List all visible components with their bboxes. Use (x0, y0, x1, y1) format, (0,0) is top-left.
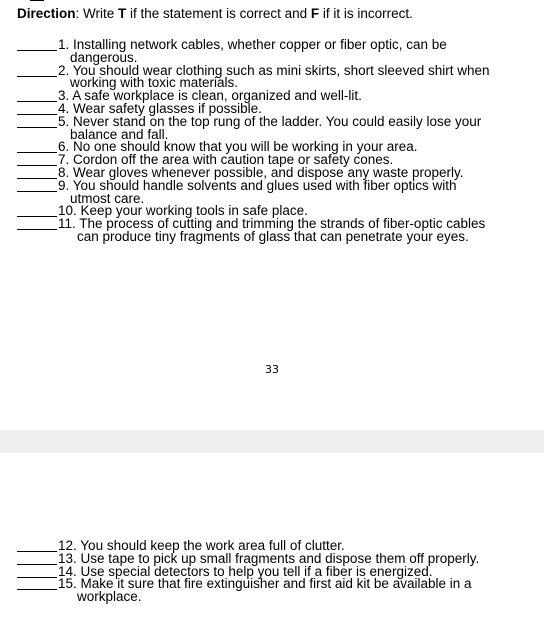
statement-number: 6. (58, 139, 70, 155)
answer-blank[interactable] (17, 116, 57, 128)
statement-number: 9. (58, 177, 70, 193)
statement-number: 4. (58, 100, 70, 116)
statement-body (58, 177, 537, 206)
statement-item (17, 62, 537, 91)
statement-number: 15. (58, 576, 77, 592)
answer-blank[interactable] (17, 39, 57, 51)
statement-text: Use special detectors to help you tell if a fiber is energized. (80, 563, 433, 579)
page-number: 33 (265, 363, 279, 376)
statement-body (58, 218, 537, 244)
statement-list-page-1 (17, 39, 537, 244)
statement-number: 2. (58, 62, 70, 78)
statement-text: You should wear clothing such as mini skirts, short sleeved shirt when (72, 62, 490, 78)
answer-blank[interactable] (17, 65, 57, 77)
clipped-top-mark (30, 0, 44, 1)
statement-text: You should handle solvents and glues used with fiber optics with (72, 177, 457, 193)
statement-number: 3. (58, 88, 70, 104)
answer-blank[interactable] (17, 553, 57, 565)
statement-text: Keep your working tools in safe place. (80, 203, 308, 219)
statement-body (58, 62, 537, 91)
statement-number: 10. (58, 203, 77, 219)
statement-number: 11. (58, 216, 76, 232)
statement-continuation (58, 228, 537, 244)
statement-text: No one should know that you will be working in your area. (73, 139, 418, 155)
statement-text: The process of cutting and trimming the strands of fiber-optic cables (79, 216, 486, 232)
direction-instruction (17, 6, 413, 22)
statement-text: Make it sure that fire extinguisher and first aid kit be available in a (80, 576, 472, 592)
false-letter: F (310, 6, 320, 21)
statement-item (17, 578, 537, 604)
statement-text: workplace. (77, 589, 142, 605)
statement-text: Installing network cables, whether copper or fiber optic, can be (73, 37, 447, 52)
statement-number: 14. (58, 563, 77, 579)
statement-number: 8. (58, 164, 70, 180)
answer-blank[interactable] (17, 103, 57, 115)
statement-body (58, 113, 537, 142)
statement-text: utmost care. (70, 190, 145, 206)
statement-number: 7. (58, 152, 70, 168)
statement-number: 13. (58, 550, 77, 566)
statement-text: Cordon off the area with caution tape or safety cones. (73, 152, 394, 168)
direction-label: Direction (17, 6, 76, 21)
statement-item (17, 113, 537, 142)
statement-number: 1. (58, 37, 70, 52)
statement-text: Wear safety glasses if possible. (73, 100, 262, 116)
answer-blank[interactable] (17, 180, 57, 192)
answer-blank[interactable] (17, 90, 57, 102)
statement-text: can produce tiny fragments of glass that can penetrate your eyes. (77, 228, 469, 244)
statement-text: working with toxic materials. (70, 75, 239, 91)
statement-body (58, 39, 537, 65)
statement-number: 5. (58, 113, 70, 129)
answer-blank[interactable] (17, 566, 57, 578)
answer-blank[interactable] (17, 205, 57, 217)
direction-text-b: if the statement is correct and (126, 6, 311, 21)
answer-blank[interactable] (17, 167, 57, 179)
statement-item (17, 39, 537, 65)
statement-text: balance and fall. (70, 126, 169, 142)
statement-list-page-2 (17, 540, 537, 604)
page-separator (0, 430, 544, 453)
statement-text: Never stand on the top rung of the ladder. You could easily lose your (73, 113, 482, 129)
statement-text: dangerous. (70, 49, 138, 65)
answer-blank[interactable] (17, 578, 57, 590)
statement-text: A safe workplace is clean, organized and well-lit. (72, 88, 362, 104)
true-letter: T (118, 6, 127, 21)
statement-body (58, 578, 537, 604)
statement-text: Use tape to pick up small fragments and dispose them off properly. (80, 550, 480, 566)
answer-blank[interactable] (17, 218, 57, 230)
statement-item (17, 218, 537, 244)
direction-text-c: if it is incorrect. (319, 6, 413, 21)
statement-text: You should keep the work area full of clutter. (80, 538, 345, 553)
statement-number: 12. (58, 538, 77, 553)
answer-blank[interactable] (17, 154, 57, 166)
statement-item (17, 177, 537, 206)
statement-continuation (58, 591, 537, 604)
statement-text: Wear gloves whenever possible, and dispose any waste properly. (73, 164, 464, 180)
answer-blank[interactable] (17, 141, 57, 153)
direction-text-a: : Write (75, 6, 119, 21)
answer-blank[interactable] (17, 540, 57, 552)
